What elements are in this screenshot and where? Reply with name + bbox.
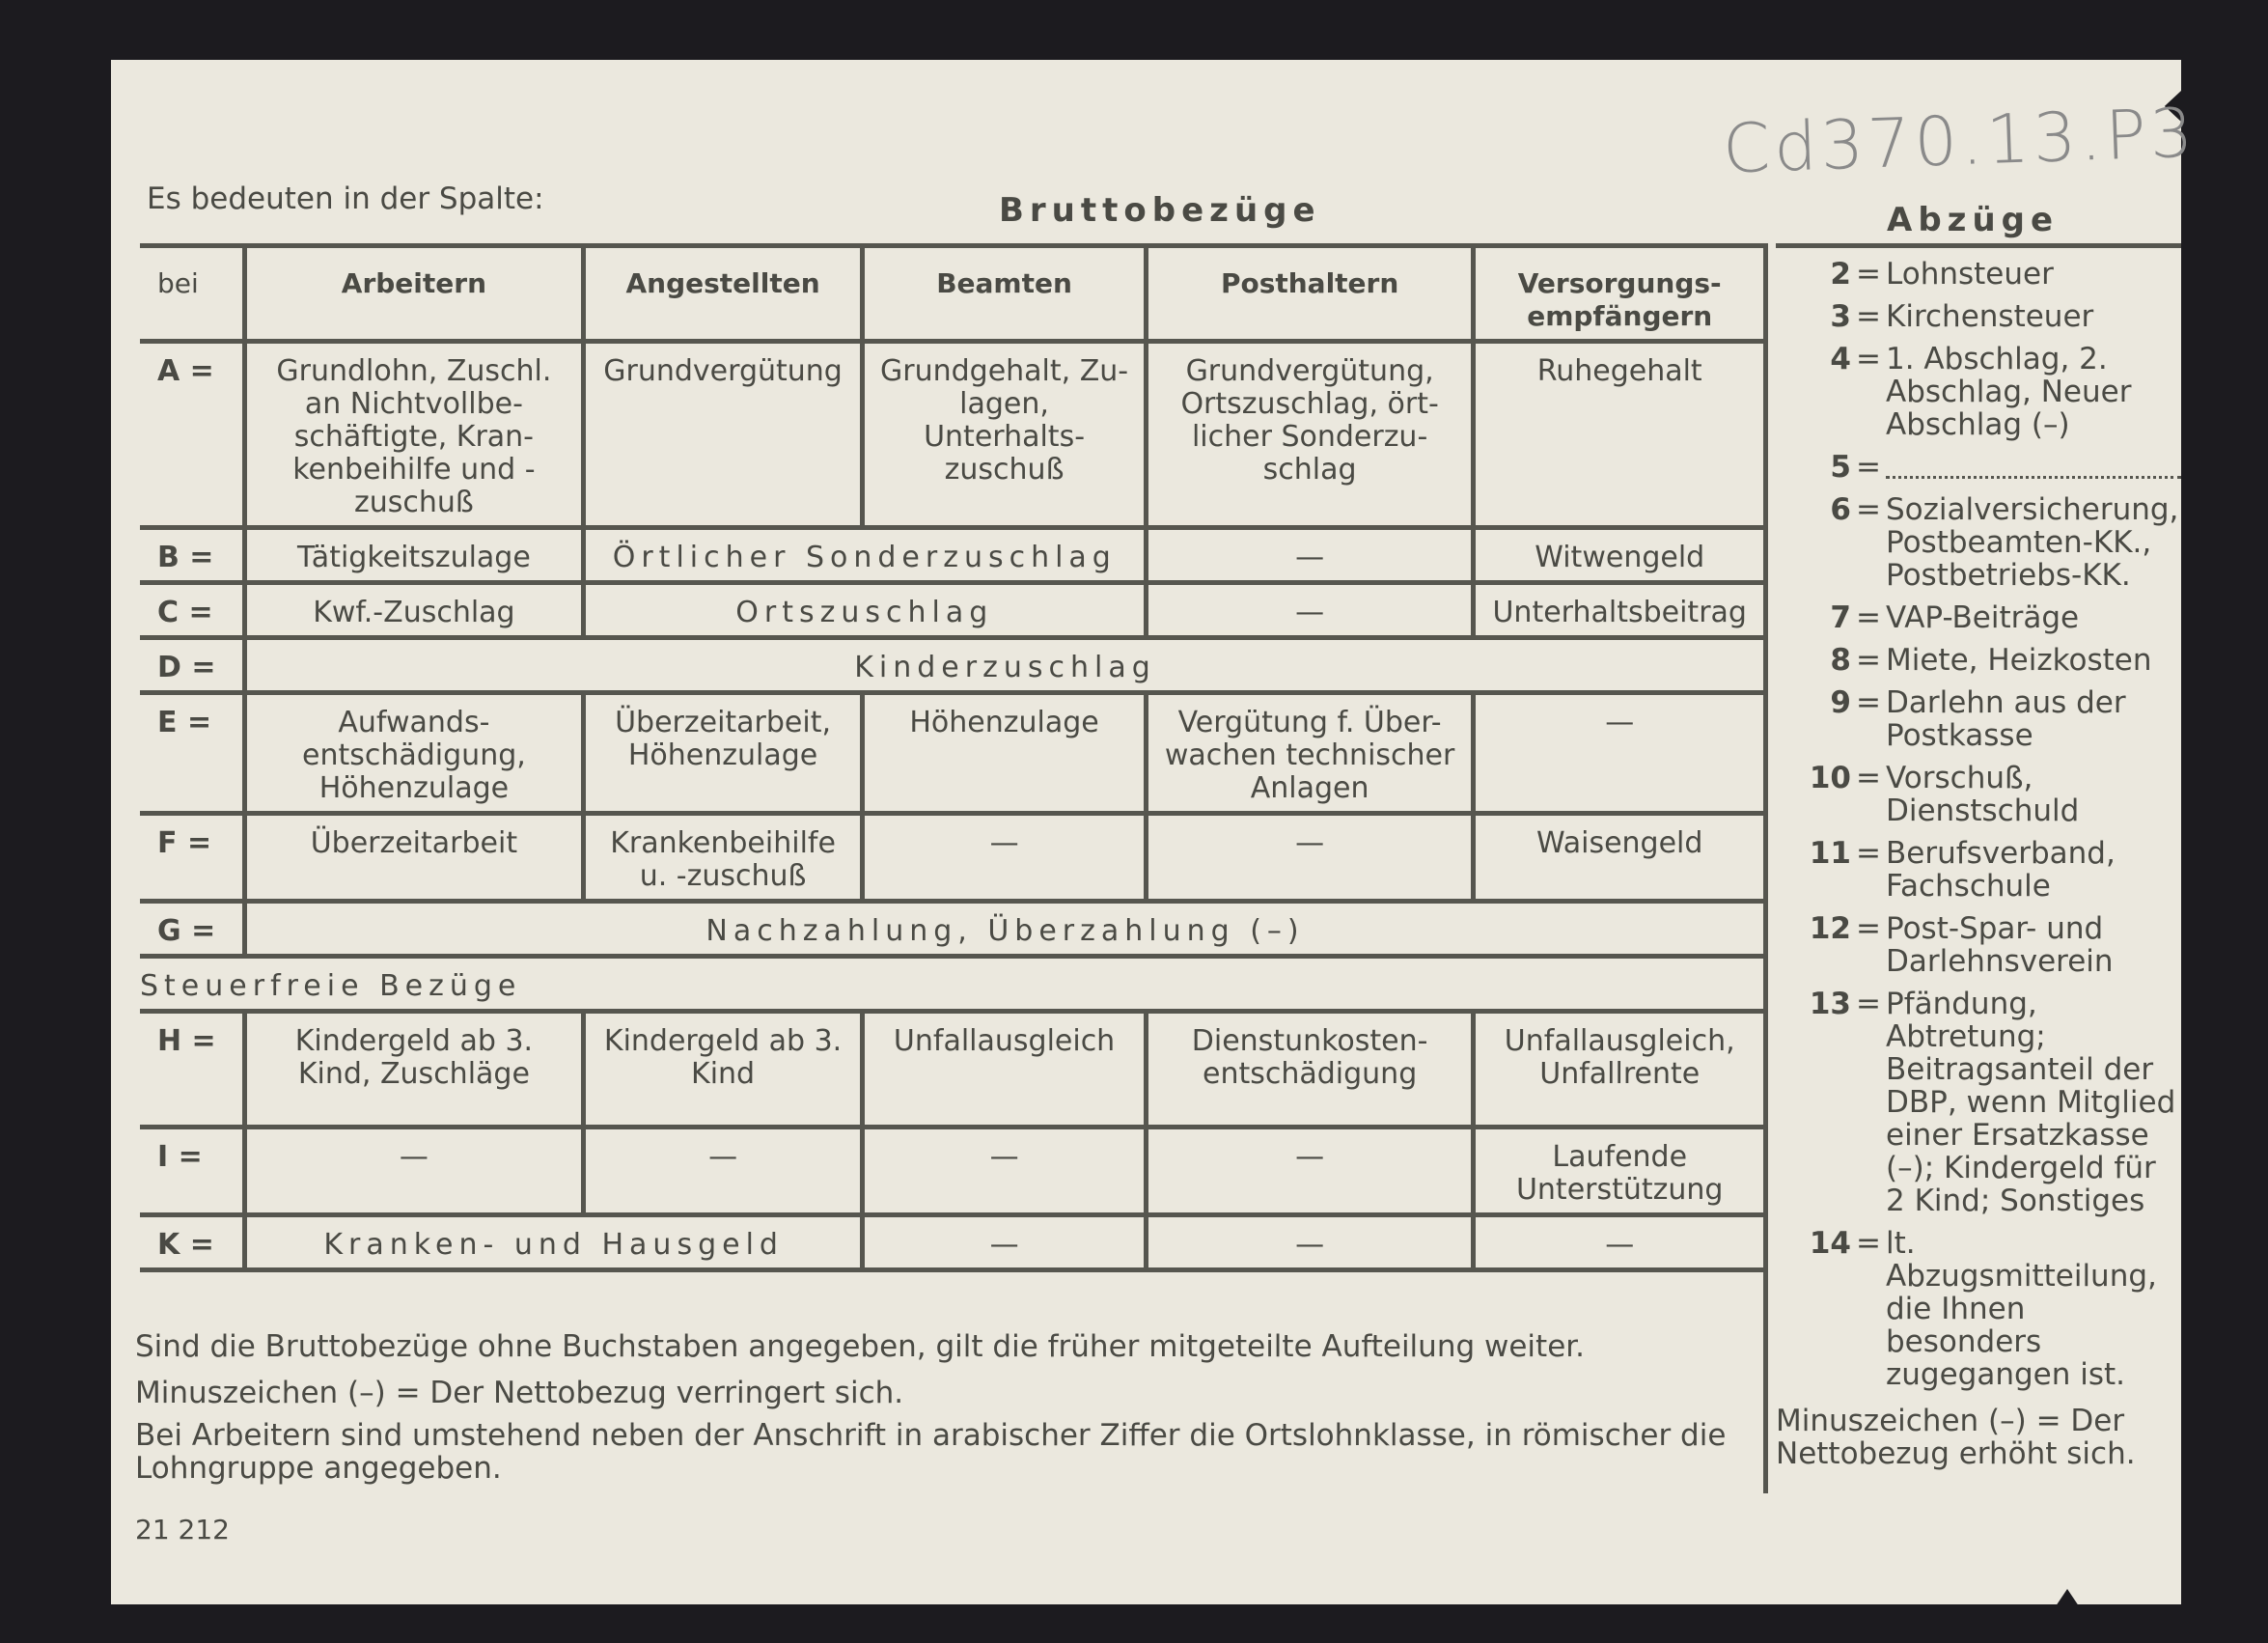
table-cell: Ortszuschlag xyxy=(583,583,1146,638)
list-item: 4 = 1. Abschlag, 2. Abschlag, Neuer Abschlag (–) xyxy=(1830,342,2132,442)
table-cell: Tätigkeitszulage xyxy=(245,528,584,583)
intro-text: Es bedeuten in der Spalte: xyxy=(147,181,544,216)
table-cell: Aufwands-entschädigung, Höhenzulage xyxy=(245,693,584,814)
row-label: H = xyxy=(157,1024,216,1058)
list-item: 12 = Post-Spar- und Darlehnsverein xyxy=(1809,911,2114,979)
table-cell: Unfallausgleich xyxy=(863,1012,1146,1128)
row-label: I = xyxy=(157,1140,203,1174)
row-label: F = xyxy=(157,826,212,860)
brutto-title: Bruttobezüge xyxy=(999,191,1321,230)
table-cell: Kwf.-Zuschlag xyxy=(245,583,584,638)
steuerfrei-row xyxy=(140,957,1763,1012)
table-cell: — xyxy=(1146,528,1474,583)
table-cell: — xyxy=(583,1128,863,1215)
abzuege-title: Abzüge xyxy=(1887,201,2060,239)
col-header-posthaltern: Posthaltern xyxy=(1146,246,1474,342)
brutto-table xyxy=(140,243,1763,1272)
table-cell: Unterhaltsbeitrag xyxy=(1474,583,1763,638)
col-header-beamten: Beamten xyxy=(863,246,1146,342)
row-label: G = xyxy=(157,914,216,948)
row-label: B = xyxy=(157,541,214,574)
table-cell: Überzeitarbeit xyxy=(245,814,584,902)
list-item: 7 = VAP-Beiträge xyxy=(1830,600,2080,635)
row-label: K = xyxy=(157,1228,214,1262)
row-label: A = xyxy=(157,354,214,388)
form-number: 21 212 xyxy=(135,1514,230,1546)
col-header-versorgung: Versorgungs-empfängern xyxy=(1474,246,1763,342)
table-cell: Grundvergütung, Ortszuschlag, ört-licher Sonderzu-schlag xyxy=(1146,342,1474,528)
table-cell: Höhenzulage xyxy=(863,693,1146,814)
handwritten-reference: Cd370.13.P3 xyxy=(1721,93,2199,189)
deductions-list xyxy=(1776,243,2181,1470)
footer-line-2: Minuszeichen (–) = Der Nettobezug verringert sich. xyxy=(135,1376,904,1410)
table-row xyxy=(140,342,1763,528)
table-cell: Ruhegehalt xyxy=(1474,342,1763,528)
table-row xyxy=(140,528,1763,583)
footer-line-3: Bei Arbeitern sind umstehend neben der Anschrift in arabischer Ziffer die Ortslohnklasse, in römischer die Lohngruppe angegeben. xyxy=(135,1418,1727,1486)
footer-line-1: Sind die Bruttobezüge ohne Buchstaben angegeben, gilt die früher mitgeteilte Aufteilung weiter. xyxy=(135,1329,1586,1364)
table-row xyxy=(140,902,1763,957)
table-cell: Grundlohn, Zuschl. an Nichtvollbe-schäftigte, Kran-kenbeihilfe und -zuschuß xyxy=(245,342,584,528)
table-cell: Grundgehalt, Zu-lagen, Unterhalts-zuschuß xyxy=(863,342,1146,528)
table-cell: Dienstunkosten-entschädigung xyxy=(1146,1012,1474,1128)
table-cell: Unfallausgleich, Unfallrente xyxy=(1474,1012,1763,1128)
table-cell: — xyxy=(1146,1215,1474,1270)
row-label: E = xyxy=(157,706,212,739)
table-cell: Überzeitarbeit, Höhenzulage xyxy=(583,693,863,814)
table-cell: Witwengeld xyxy=(1474,528,1763,583)
table-row xyxy=(140,1215,1763,1270)
table-row xyxy=(140,1128,1763,1215)
table-cell: — xyxy=(863,1128,1146,1215)
steuerfrei-label: Steuerfreie Bezüge xyxy=(140,969,522,1003)
list-item: 9 = Darlehn aus der Postkasse xyxy=(1830,685,2126,753)
list-item: 6 = Sozialversicherung, Postbeamten-KK., Postbetriebs-KK. xyxy=(1830,492,2179,593)
table-row xyxy=(140,814,1763,902)
column-divider xyxy=(1763,243,1768,1493)
row-label: C = xyxy=(157,596,213,629)
table-cell: Kindergeld ab 3. Kind, Zuschläge xyxy=(245,1012,584,1128)
list-item: 10 = Vorschuß, Dienstschuld xyxy=(1809,761,2080,828)
list-item: 2 = Lohnsteuer xyxy=(1830,257,2054,292)
table-cell: Örtlicher Sonderzuschlag xyxy=(583,528,1146,583)
table-cell: — xyxy=(863,814,1146,902)
list-item: 3 = Kirchensteuer xyxy=(1830,299,2094,334)
table-row xyxy=(140,638,1763,693)
table-row xyxy=(140,1012,1763,1128)
deduction-note: Minuszeichen (–) = Der Nettobezug erhöht sich. xyxy=(1776,1404,2136,1471)
table-cell: Waisengeld xyxy=(1474,814,1763,902)
table-cell: Kinderzuschlag xyxy=(245,638,1764,693)
list-item: 14 = lt. Abzugsmitteilung, die Ihnen besonders zugegangen ist. xyxy=(1809,1226,2157,1392)
col-header-angestellten: Angestellten xyxy=(583,246,863,342)
table-cell: — xyxy=(1474,693,1763,814)
table-header-row xyxy=(140,246,1763,342)
table-cell: — xyxy=(245,1128,584,1215)
table-row xyxy=(140,693,1763,814)
col-header-bei: bei xyxy=(157,267,199,299)
table-cell: Nachzahlung, Überzahlung (–) xyxy=(245,902,1764,957)
table-cell: Krankenbeihilfe u. -zuschuß xyxy=(583,814,863,902)
table-cell: Kranken- und Hausgeld xyxy=(245,1215,863,1270)
table-cell: Grundvergütung xyxy=(583,342,863,528)
table-cell: Vergütung f. Über-wachen technischer Anlagen xyxy=(1146,693,1474,814)
list-item: 13 = Pfändung, Abtretung; Beitragsanteil der DBP, wenn Mitglied einer Ersatzkasse (–); Kindergeld für 2 Kind; Sonstiges xyxy=(1809,987,2176,1218)
table-row xyxy=(140,583,1763,638)
list-item: 5 = xyxy=(1776,451,2181,484)
list-item: 11 = Berufsverband, Fachschule xyxy=(1809,836,2116,904)
table-cell: Kindergeld ab 3. Kind xyxy=(583,1012,863,1128)
table-cell: — xyxy=(1146,1128,1474,1215)
row-label: D = xyxy=(157,651,216,684)
list-item: 8 = Miete, Heizkosten xyxy=(1830,643,2152,678)
table-cell: — xyxy=(1146,583,1474,638)
table-cell: — xyxy=(1146,814,1474,902)
table-cell: — xyxy=(863,1215,1146,1270)
col-header-arbeitern: Arbeitern xyxy=(245,246,584,342)
table-cell: — xyxy=(1474,1215,1763,1270)
table-cell: Laufende Unterstützung xyxy=(1474,1128,1763,1215)
